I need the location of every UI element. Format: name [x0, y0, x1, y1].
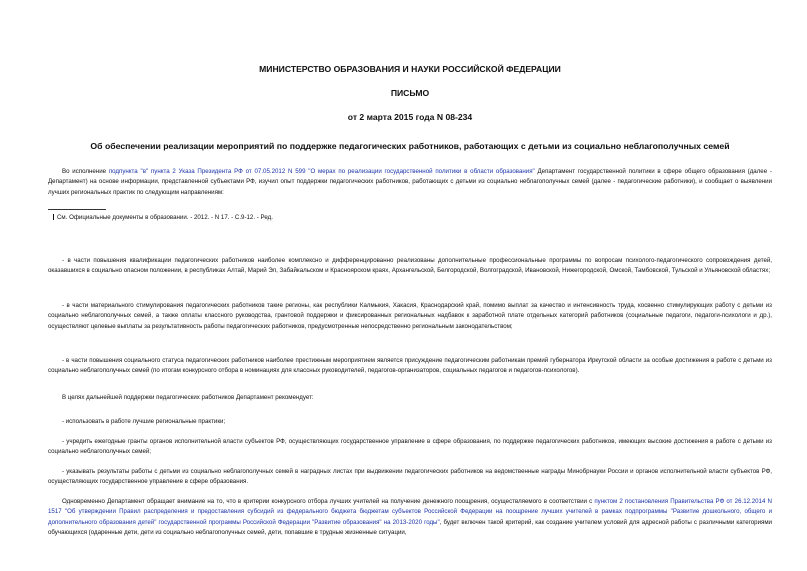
resolution-1517-title-link[interactable]: "Об утверждении Правил распределения и предоставления субсидий из федерального бюджета бюджетам субъектов Российской Федерации на поощрение лучших учителей в рамках подпрограммы "Развитие дошкольного, общего и дополнительного образования детей" государственной программы Российской Федерации "Развитие образования" на 2013-2020 годы" [48, 508, 772, 526]
footnote-divider [48, 209, 106, 210]
paragraph-social-status: - в части повышения социального статуса педагогических работников наиболее престижным мероприятием является присуждение педагогическим работникам премий губернатора Иркутской области за особые достижения в работе с детьми из социально неблагополучных семей (по итогам конкурсного отбора в номинациях для классных руководителей, педагогов-организаторов, социальных педагогов и педагогов-психологов). [48, 357, 772, 375]
decree-599-link[interactable]: подпункта "в" пункта 2 Указа Президента РФ от 07.05.2012 N 599 "О мерах по реализации государственной политики в области образования" [108, 168, 535, 175]
footnote-marker [53, 214, 54, 220]
paragraph-recommendations-intro: В целях дальнейшей поддержки педагогических работников Департамент рекомендует: [62, 394, 314, 401]
document-type: ПИСЬМО [390, 88, 430, 98]
paragraph-grants: - учредить ежегодные гранты органов исполнительной власти субъектов РФ, осуществляющих государственное управление в сфере образования, по поддержке педагогических работников, имеющих высокие достижения в работе с детьми из социально неблагополучных семей; [48, 438, 772, 456]
paragraph-qualification: - в части повышения квалификации педагогических работников наиболее комплексно и дифференцированно реализованы дополнительные профессиональные программы по вопросам психолого-педагогического сопровождения детей, оказавшихся в социально опасном положении, в республиках Алтай, Марий Эл, Забайкальском и Красноярском краях, Архангельской, Белгородской, Волгоградской, Ивановской, Нижегородской, Омской, Тамбовской, Тульской и Ульяновской областях; [48, 257, 772, 275]
intro-text-start: Во исполнение [62, 168, 109, 175]
paragraph-contest-criteria [48, 497, 772, 538]
paragraph-material-incentives: - в части материального стимулирования педагогических работников такие регионы, как республики Калмыкия, Хакасия, Краснодарский край, помимо выплат за качество и интенсивность труда, косвенно стимулирующих работу с детьми из социально неблагополучных семей, а также оплаты классного руководства, грантовой поддержки и фиксированных региональных надбавок к заработной плате отдельных категорий работников (социальные педагоги, педагоги-психологи и др.), осуществляют целевые выплаты за результативность работы педагогических работников, предусмотренные непосредственно региональным законодательством; [48, 302, 772, 330]
paragraph-best-practices: - использовать в работе лучшие региональные практики; [62, 418, 226, 425]
resolution-1517-link[interactable]: пунктом 2 постановления Правительства РФ от 26.12.2014 N 1517 [48, 498, 772, 516]
intro-text-end: Департамент государственной политики в сфере общего образования (далее - Департамент) на основе информации, представленной субъектами РФ, изучил опыт поддержки педагогических работников, работающих с детьми из социально неблагополучных семей (далее - педагогические работники), и сообщает о выявлении лучших региональных практик по следующим направлениям: [48, 168, 772, 196]
footnote-text: См. Официальные документы в образовании. - 2012. - N 17. - С.9-12. - Ред. [57, 214, 273, 221]
document-subject: Об обеспечении реализации мероприятий по поддержке педагогических работников, работающих с детьми из социально неблагополучных семей [90, 141, 730, 151]
criteria-text-start: Одновременно Департамент обращает внимание на то, что в критерии конкурсного отбора лучших учителей на получение денежного поощрения, осуществляемого в соответствии с [62, 498, 595, 505]
criteria-text-end: , будет включен такой критерий, как создание учителем условий для адресной работы с различными категориями обучающихся (одаренные дети, дети из социально неблагополучных семей, дети, попавшие в трудные жизненные ситуации, [48, 518, 772, 536]
paragraph-awards: - указывать результаты работы с детьми из социально неблагополучных семей в наградных листах при выдвижении педагогических работников на ведомственные награды Минобрнауки России и органов исполнительной власти субъектов РФ, осуществляющих государственное управление в сфере образования. [48, 468, 772, 486]
intro-paragraph [48, 167, 772, 198]
document-page [48, 0, 772, 571]
footnote [53, 213, 273, 223]
document-date-number: от 2 марта 2015 года N 08-234 [347, 112, 473, 122]
ministry-title: МИНИСТЕРСТВО ОБРАЗОВАНИЯ И НАУКИ РОССИЙСКОЙ ФЕДЕРАЦИИ [259, 64, 561, 74]
